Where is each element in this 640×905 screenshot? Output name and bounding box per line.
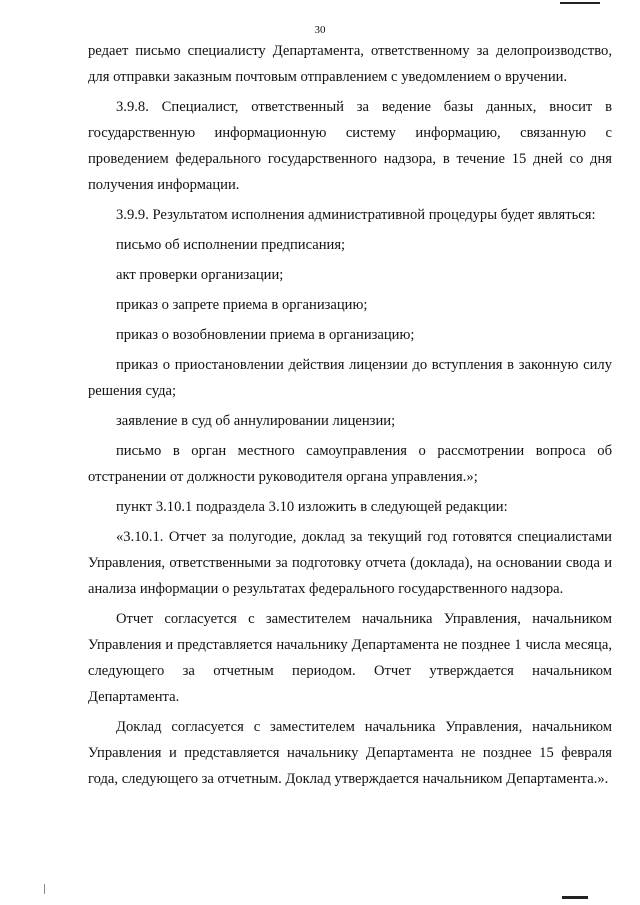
paragraph-report: Отчет согласуется с заместителем начальника Управления, начальником Управления и представляется начальнику Департамента не позднее 1 числа месяца, следующего за отчетным периодом. Отчет утверждается начальником Департамента. [88, 611, 612, 705]
page-number: 30 [314, 24, 326, 36]
list-item-4: приказ о возобновлении приема в организацию; [116, 327, 415, 343]
paragraph-3-10-1: «3.10.1. Отчет за полугодие, доклад за текущий год готовятся специалистами Управления, ответственными за подготовку отчета (доклада), на основании свода и анализа информации о результатах федерального государственного надзора. [88, 529, 612, 597]
list-item-6: заявление в суд об аннулировании лицензии; [116, 413, 396, 429]
scan-mark-top-right [560, 2, 600, 4]
paragraph-annual-report: Доклад согласуется с заместителем начальника Управления, начальником Управления и представляется начальнику Департамента не позднее 15 февраля года, следующего за отчетным. Доклад утверждается начальником Департамента.». [88, 719, 612, 787]
list-item-5: приказ о приостановлении действия лицензии до вступления в законную силу решения суда; [88, 357, 612, 399]
paragraph-amendment: пункт 3.10.1 подраздела 3.10 изложить в следующей редакции: [116, 499, 508, 515]
paragraph-3: 3.9.9. Результатом исполнения административной процедуры будет являться: [116, 207, 596, 223]
list-item-2: акт проверки организации; [116, 267, 284, 283]
scan-mark-bottom-right [562, 896, 588, 899]
paragraph-2: 3.9.8. Специалист, ответственный за ведение базы данных, вносит в государственную информационную систему информацию, связанную с проведением федерального государственного надзора, в течение 15 дней со дня получения информации. [88, 99, 612, 193]
list-item-1: письмо об исполнении предписания; [116, 237, 346, 253]
paragraph-1: редает письмо специалисту Департамента, ответственному за делопроизводство, для отправки заказным почтовым отправлением с уведомлением о вручении. [88, 43, 612, 85]
list-item-7: письмо в орган местного самоуправления о рассмотрении вопроса об отстранении от должности руководителя органа управления.»; [88, 443, 612, 485]
document-body [88, 38, 612, 792]
list-item-3: приказ о запрете приема в организацию; [116, 297, 368, 313]
scan-mark-bottom-left [44, 884, 45, 894]
